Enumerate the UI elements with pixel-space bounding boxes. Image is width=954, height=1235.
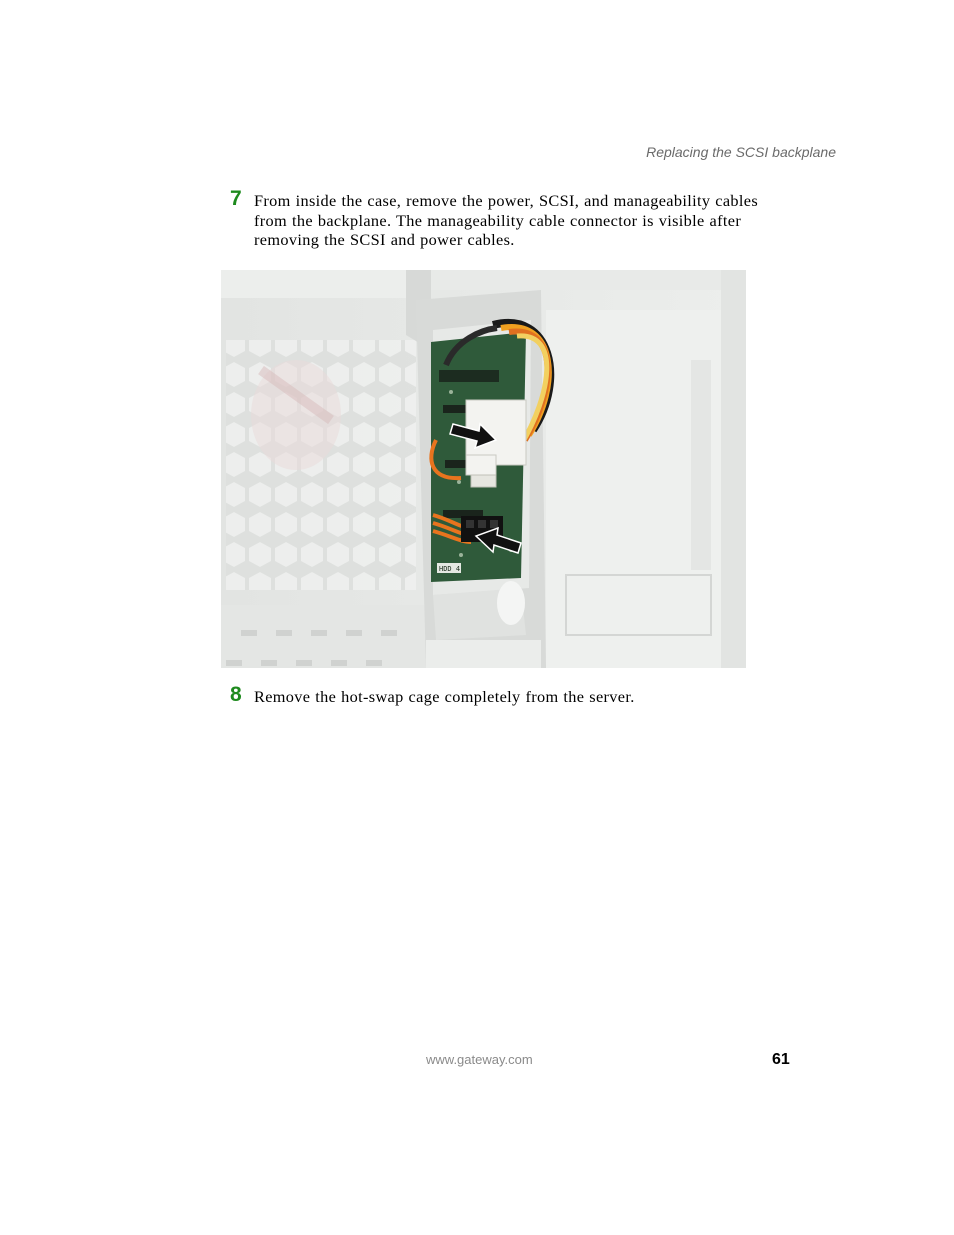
step-number: 7: [230, 187, 242, 210]
step-number: 8: [230, 683, 242, 706]
step-text: Remove the hot-swap cage completely from the server.: [254, 687, 635, 706]
page-number: 61: [772, 1051, 790, 1068]
footer-url[interactable]: www.gateway.com: [426, 1052, 533, 1067]
backplane-cables-photo: [221, 270, 746, 668]
board-label: HDD 4: [439, 565, 461, 573]
running-header: Replacing the SCSI backplane: [646, 144, 836, 160]
right-panel: [546, 310, 746, 668]
step-7: [230, 187, 790, 250]
step-8: [230, 683, 790, 707]
step-text: From inside the case, remove the power, SCSI, and manageability cables from the backplane. The manageability cable connector is visible after removing the SCSI and power cables.: [254, 191, 759, 249]
